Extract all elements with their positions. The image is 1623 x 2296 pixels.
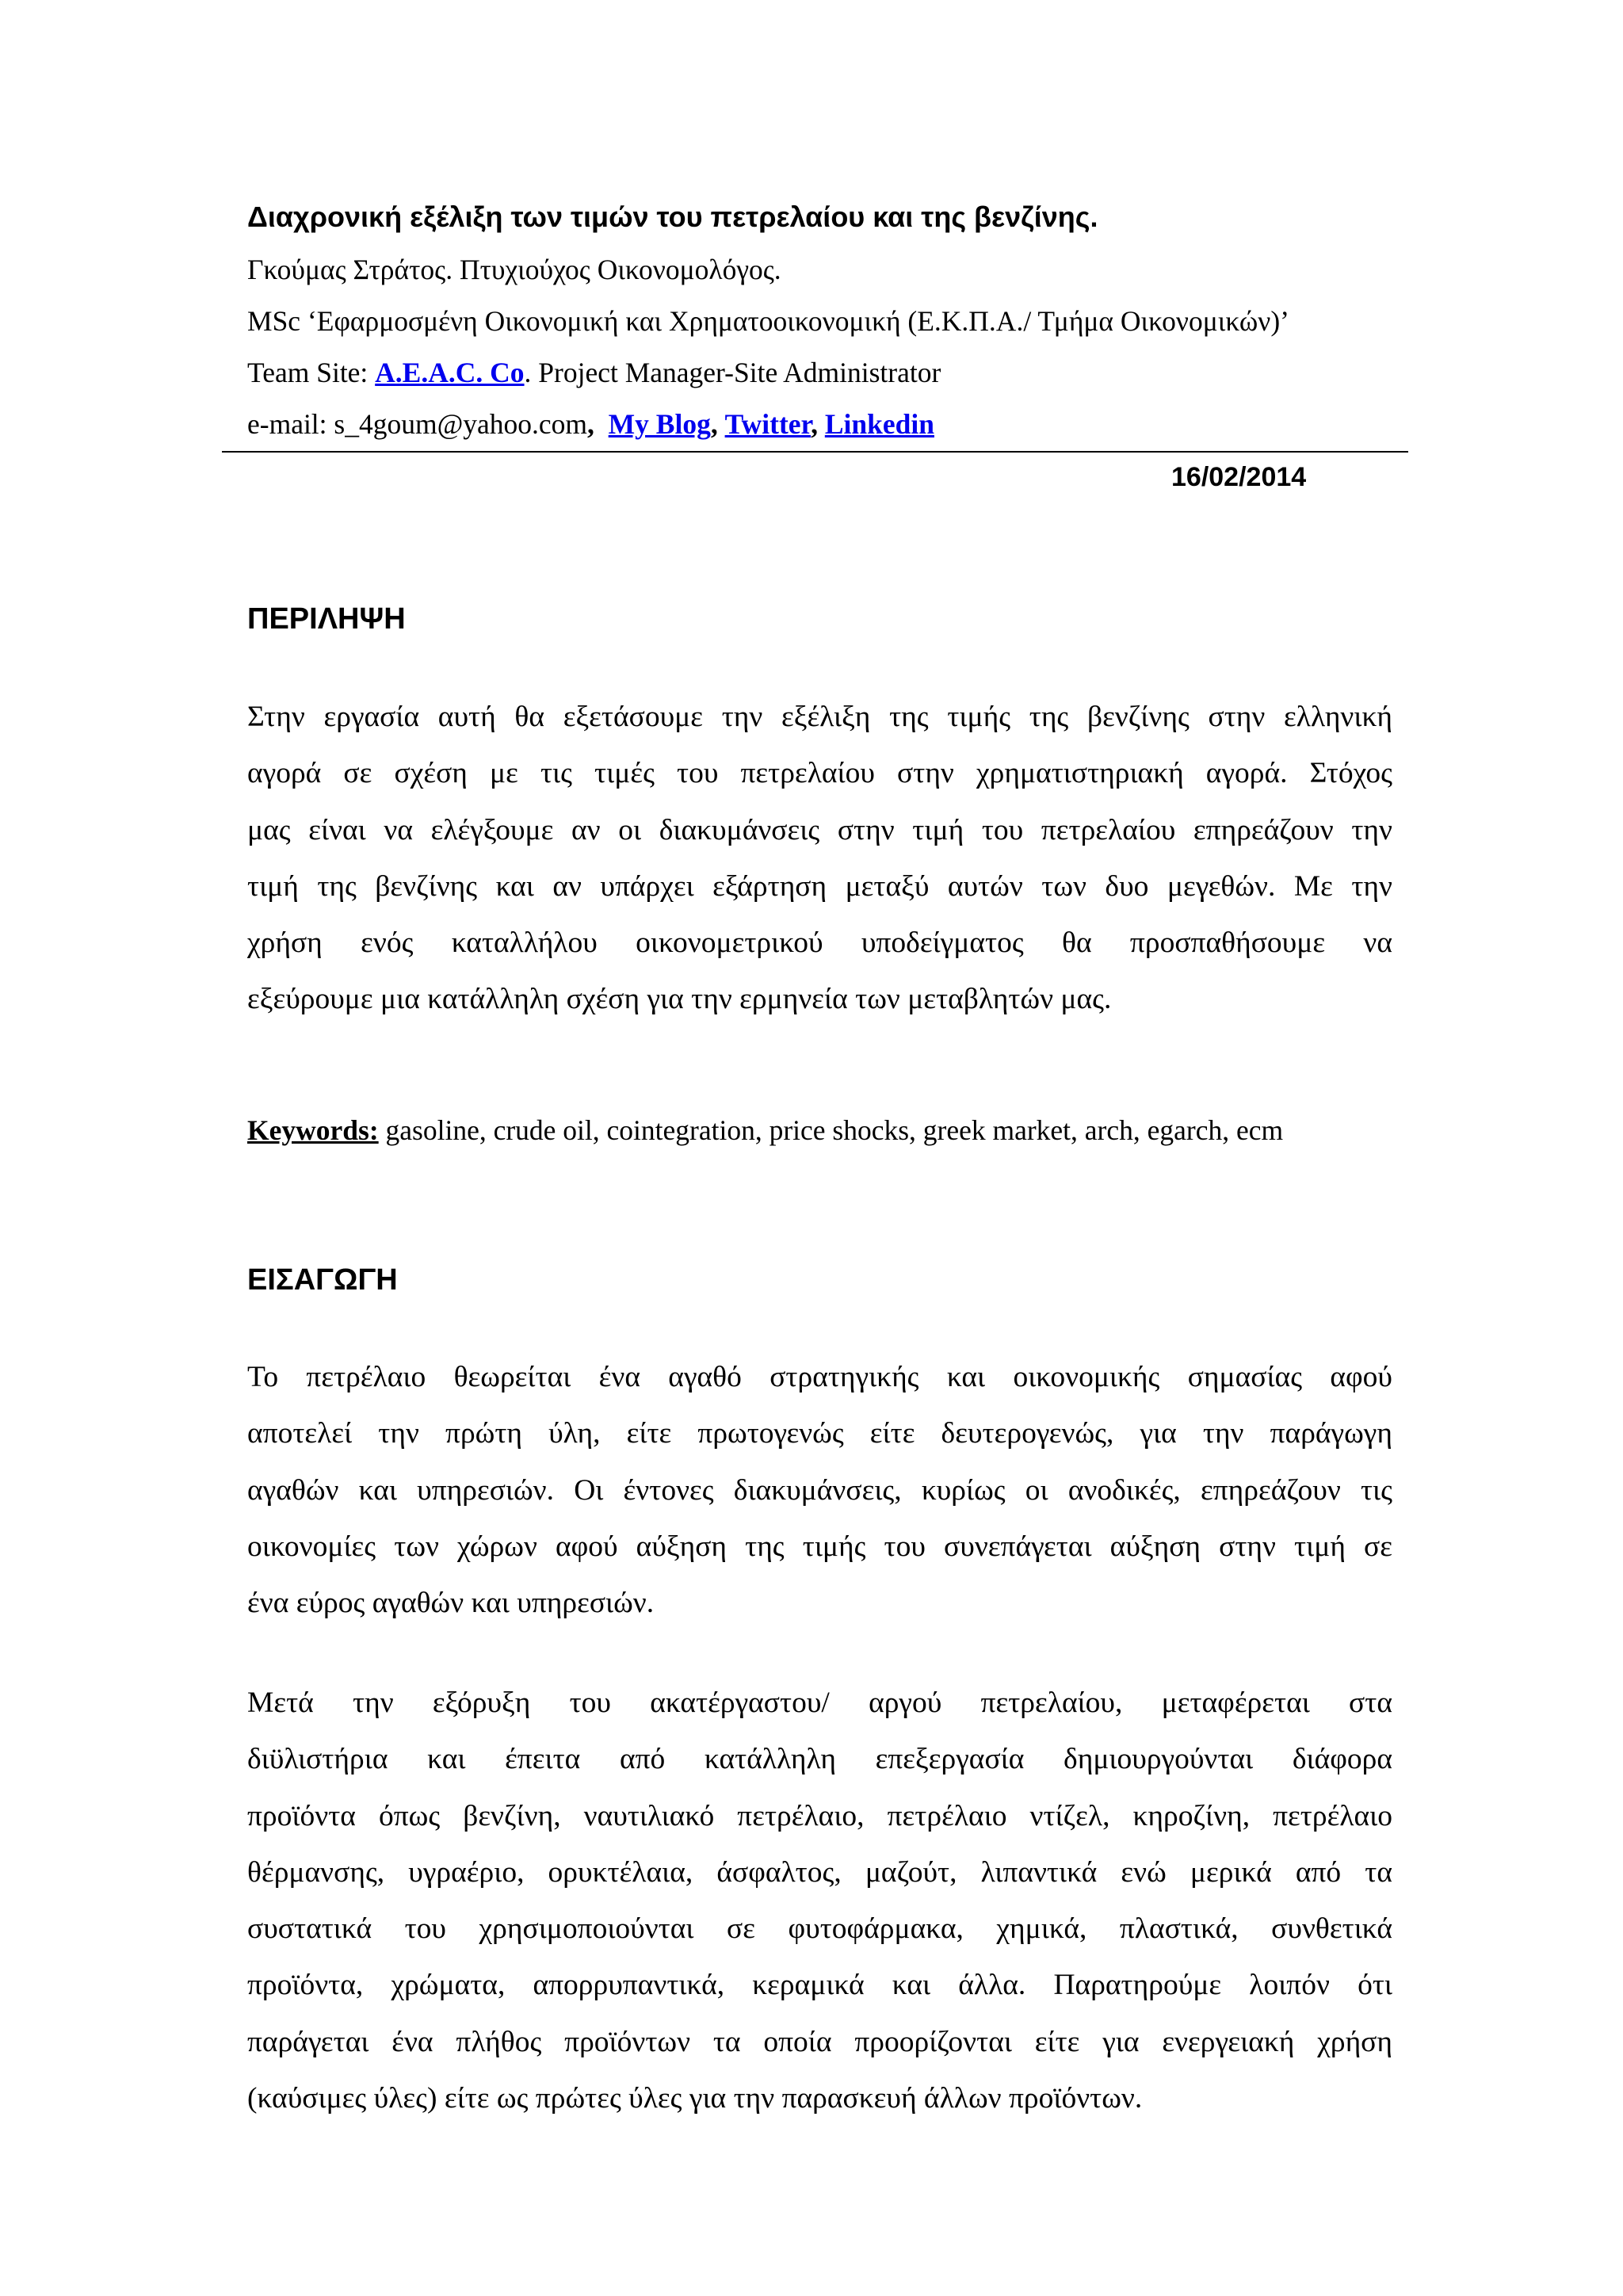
text-line: ένα εύρος αγαθών και υπηρεσιών. [247, 1587, 655, 1620]
text-line: παράγεται ένα πλήθος προϊόντων τα οποία προορίζονται είτε για ενεργειακή χρήση [247, 2025, 1392, 2058]
email-text: e-mail: s_4goum@yahoo.com [247, 408, 588, 440]
text-line: θέρμανσης, υγραέριο, ορυκτέλαια, άσφαλτος, μαζούτ, λιπαντικά ενώ μερικά από τα [247, 1855, 1392, 1889]
team-site-label: Team Site: [247, 357, 376, 388]
text-line: (καύσιμες ύλες) είτε ως πρώτες ύλες για την παρασκευή άλλων προϊόντων. [247, 2082, 1143, 2115]
text-line: αγαθών και υπηρεσιών. Οι έντονες διακυμάνσεις, κυρίως οι ανοδικές, επηρεάζουν τις [247, 1473, 1392, 1507]
introduction-paragraph-1 [247, 1349, 1392, 1631]
introduction-heading: ΕΙΣΑΓΩΓΗ [247, 1263, 398, 1297]
text-line: μας είναι να ελέγξουμε αν οι διακυμάνσεις στην τιμή του πετρελαίου επηρεάζουν την [247, 813, 1392, 846]
text-line: εξεύρουμε μια κατάλληλη σχέση για την ερμηνεία των μεταβλητών μας. [247, 983, 1112, 1016]
email-comma: , [587, 408, 594, 440]
text-line: Το πετρέλαιο θεωρείται ένα αγαθό στρατηγικής και οικονομικής σημασίας αφού [247, 1361, 1392, 1393]
abstract-heading: ΠΕΡΙΛΗΨΗ [247, 602, 406, 636]
team-site-line [247, 355, 1515, 390]
team-site-link[interactable]: A.E.A.C. Co [375, 357, 525, 388]
text-line: προϊόντα, χρώματα, απορρυπαντικά, κεραμικά και άλλα. Παρατηρούμε λοιπόν ότι [247, 1969, 1392, 2002]
text-line: αποτελεί την πρώτη ύλη, είτε πρωτογενώς είτε δευτερογενώς, για την παράγωγη [247, 1417, 1392, 1450]
degree-line: MSc ‘Εφαρμοσμένη Οικονομική και Χρηματοοικονομική (Ε.Κ.Π.Α./ Τμήμα Οικονομικών)’ [247, 305, 1289, 337]
contact-line [247, 407, 1515, 441]
text-line: τιμή της βενζίνης και αν υπάρχει εξάρτηση μεταξύ αυτών των δυο μεγεθών. Με την [247, 869, 1392, 903]
text-line: Μετά την εξόρυξη του ακατέργαστου/ αργού πετρελαίου, μεταφέρεται στα [247, 1687, 1392, 1719]
text-line: χρήση ενός καταλλήλου οικονομετρικού υποδείγματος θα προσπαθήσουμε να [247, 926, 1392, 960]
blog-link[interactable]: My Blog [608, 408, 711, 440]
introduction-paragraph-2 [247, 1675, 1392, 2126]
keywords-line [247, 1113, 1283, 1148]
separator-comma: , [710, 408, 718, 440]
text-line: οικονομίες των χώρων αφού αύξηση της τιμής του συνεπάγεται αύξηση στην τιμή σε [247, 1530, 1392, 1563]
linkedin-link[interactable]: Linkedin [824, 408, 934, 440]
abstract-paragraph [247, 689, 1392, 1028]
text-line: προϊόντα όπως βενζίνη, ναυτιλιακό πετρέλαιο, πετρέλαιο ντίζελ, κηροζίνη, πετρέλαιο [247, 1799, 1392, 1832]
twitter-link[interactable]: Twitter [724, 408, 812, 440]
keywords-label: Keywords: [247, 1114, 379, 1146]
author-line: Γκούμας Στράτος. Πτυχιούχος Οικονομολόγος. [247, 254, 781, 285]
document-title: Διαχρονική εξέλιξη των τιμών του πετρελαίου και της βενζίνης. [247, 201, 1098, 233]
separator-comma: , [811, 408, 818, 440]
document-date: 16/02/2014 [1171, 462, 1307, 492]
header-divider [222, 451, 1408, 453]
text-line: Στην εργασία αυτή θα εξετάσουμε την εξέλιξη της τιμής της βενζίνης στην ελληνική [247, 701, 1392, 733]
team-site-role: . Project Manager-Site Administrator [524, 357, 941, 388]
text-line: διϋλιστήρια και έπειτα από κατάλληλη επεξεργασία δημιουργούνται διάφορα [247, 1743, 1392, 1776]
text-line: αγορά σε σχέση με τις τιμές του πετρελαίου στην χρηματιστηριακή αγορά. Στόχος [247, 757, 1392, 790]
keywords-text: gasoline, crude oil, cointegration, price shocks, greek market, arch, egarch, ecm [378, 1114, 1284, 1146]
text-line: συστατικά του χρησιμοποιούνται σε φυτοφάρμακα, χημικά, πλαστικά, συνθετικά [247, 1912, 1392, 1946]
